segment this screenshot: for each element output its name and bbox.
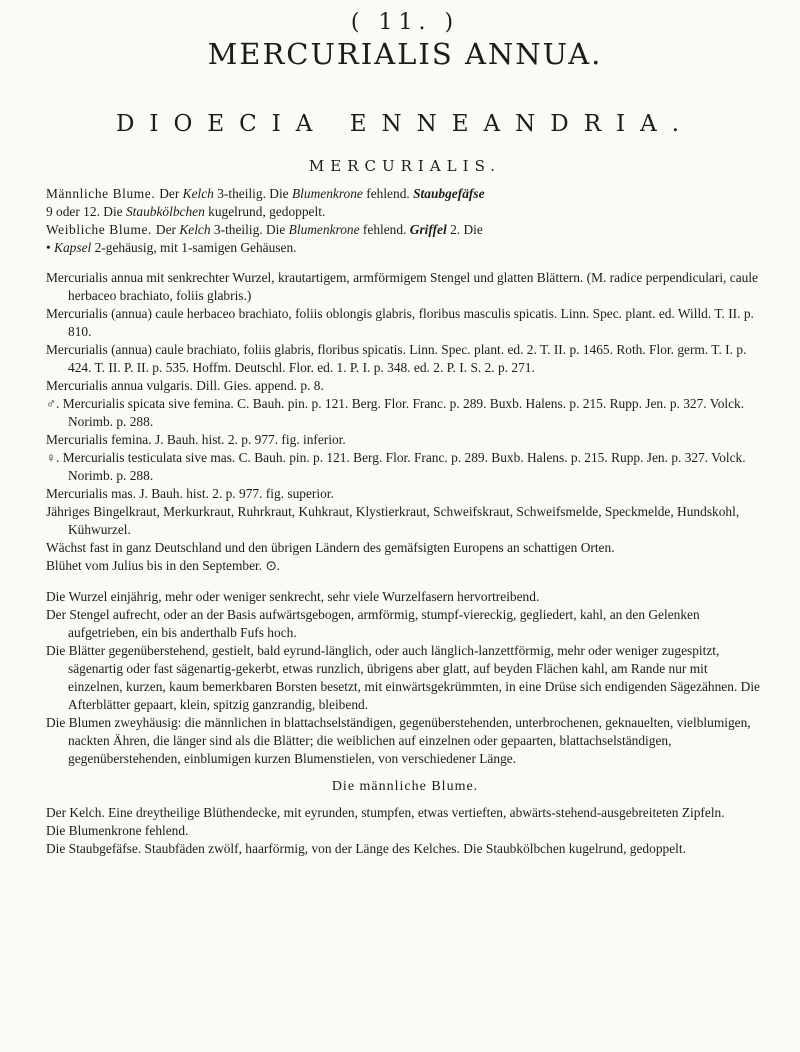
synonym-entry: Mercurialis annua vulgaris. Dill. Gies. append. p. 8. [46, 378, 324, 393]
genus-heading: MERCURIALIS. [308, 157, 502, 175]
character-line-female-2: • Kapsel 2-gehäusig, mit 1-samigen Gehäusen. [46, 240, 297, 255]
synonym-entry: ♂. Mercurialis spicata sive femina. C. Bauh. pin. p. 121. Berg. Flor. Franc. p. 289. Buxb. Halens. p. 215. Rupp. Jen. p. 327. Volck. Norimb. p. 288. [46, 396, 745, 429]
description-leaves: Die Blätter gegenüberstehend, gestielt, bald eyrund-länglich, oder auch länglich-lanzettförmig, mehr oder weniger zugespitzt, sägenartig oder fast sägenartig-gekerbt, etwas runzlich, übrigens aber glatt, auf beyden Flächen kahl, am Rande nur mit einzelnen, kurzen, kaum bemerkbaren Borsten besetzt, mit einwärtsgekrümmten, in eine Drüse sich endigenden Sägezähnen. Die Afterblätter gepaart, klein, spitzig ganzrandig, bleibend. [46, 643, 760, 712]
description-section [46, 588, 764, 858]
male-corolla: Die Blumenkrone fehlend. [46, 823, 189, 838]
character-line-male-2: 9 oder 12. Die Staubkölbchen kugelrund, gedoppelt. [46, 204, 326, 219]
synonym-entry: Mercurialis (annua) caule herbaceo brachiato, foliis oblongis glabris, floribus masculis spicatis. Linn. Spec. plant. ed. Willd. T. II. p. 810. [46, 306, 754, 339]
synonymy-section [46, 269, 764, 575]
synonym-entry: Mercurialis (annua) caule brachiato, foliis glabris, floribus spicatis. Linn. Spec. plant. ed. 2. T. II. p. 1465. Roth. Flor. germ. T. I. p. 424. T. II. P. II. p. 535. Hoffm. Deutschl. Flor. ed. 1. P. I. p. 348. ed. 2. P. I. S. 2. p. 271. [46, 342, 747, 375]
male-stamens: Die Staubgefäfse. Staubfäden zwölf, haarförmig, von der Länge des Kelches. Die Staubkölbchen kugelrund, gedoppelt. [46, 841, 686, 856]
male-flower-parts [46, 804, 764, 858]
page-title: MERCURIALIS ANNUA. [207, 37, 603, 71]
character-line-male-1: Männliche Blume. Der Kelch 3-theilig. Die Blumenkrone fehlend. Staubgefäfse [46, 186, 485, 201]
habitat-note: Wächst fast in ganz Deutschland und den übrigen Ländern des gemäfsigten Europens an schattigen Orten. [46, 540, 615, 555]
synonym-entry: Mercurialis mas. J. Bauh. hist. 2. p. 977. fig. superior. [46, 486, 334, 501]
male-flower-heading: Die männliche Blume. [331, 779, 479, 794]
page-number: ( 11. ) [350, 10, 460, 35]
synonym-entry: Mercurialis annua mit senkrechter Wurzel, krautartigem, armförmigem Stengel und glatten Blättern. (M. radice perpendiculari, caule herbaceo brachiato, foliis glabris.) [46, 270, 758, 303]
flowering-note: Blühet vom Julius bis in den September. ⊙. [46, 558, 281, 573]
common-names: Jähriges Bingelkraut, Merkurkraut, Ruhrkraut, Kuhkraut, Klystierkraut, Schweifskraut, Schweifsmelde, Speckmelde, Hundskohl, Kühwurzel. [46, 504, 740, 537]
genus-character [46, 185, 764, 257]
synonym-entry: Mercurialis femina. J. Bauh. hist. 2. p. 977. fig. inferior. [46, 432, 346, 447]
class-heading: DIOECIA ENNEANDRIA. [115, 111, 695, 137]
male-calyx: Der Kelch. Eine dreytheilige Blüthendecke, mit eyrunden, stumpfen, etwas vertieften, abwärts-stehend-ausgebreiteten Zipfeln. [46, 805, 725, 820]
description-stem: Der Stengel aufrecht, oder an der Basis aufwärtsgebogen, armförmig, stumpf-viereckig, gegliedert, kahl, an den Gelenken aufgetrieben, ein bis anderthalb Fufs hoch. [46, 607, 700, 640]
character-line-female-1: Weibliche Blume. Der Kelch 3-theilig. Die Blumenkrone fehlend. Griffel 2. Die [46, 222, 483, 237]
description-root: Die Wurzel einjährig, mehr oder weniger senkrecht, sehr viele Wurzelfasern hervortreibend. [46, 589, 540, 604]
description-flowers: Die Blumen zweyhäusig: die männlichen in blattachselständigen, gegenüberstehenden, unterbrochenen, geknauelten, vielblumigen, nackten Ähren, die länger sind als die Blätter; die weiblichen auf einzelnen oder gepaarten, blattachselständigen, gegenüberstehenden, einblumigen kurzen Blumenstielen, von verschiedener Länge. [46, 715, 751, 766]
synonym-entry: ♀. Mercurialis testiculata sive mas. C. Bauh. pin. p. 121. Berg. Flor. Franc. p. 289. Buxb. Halens. p. 215. Rupp. Jen. p. 327. Volck. Norimb. p. 288. [46, 450, 746, 483]
